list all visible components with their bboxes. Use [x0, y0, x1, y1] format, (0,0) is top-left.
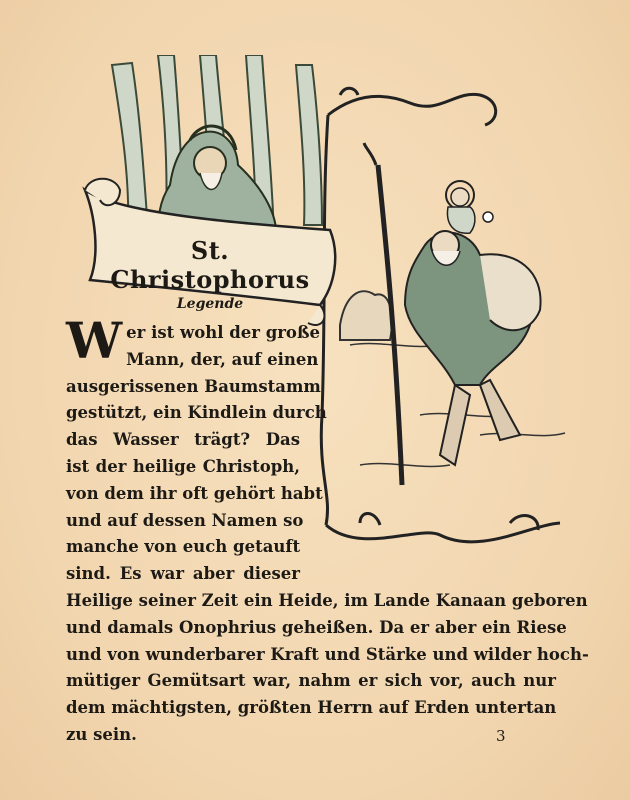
text-line-14: mütiger Gemütsart war, nahm er sich vor, auch nur	[66, 671, 556, 691]
text-line-12: und damals Onophrius geheißen. Da er aber ein Riese	[66, 617, 567, 637]
text-line-11: Heilige seiner Zeit ein Heide, im Lande Kanaan geboren	[66, 590, 588, 610]
text-line-3: ausgerissenen Baumstamm	[66, 376, 321, 396]
text-line-5: das Wasser trägt? Das	[66, 430, 300, 450]
page-title: St. Christophorus	[110, 236, 310, 294]
title-banner	[95, 228, 325, 312]
text-line-4: gestützt, ein Kindlein durch	[66, 403, 327, 423]
christ-child-figure	[446, 181, 493, 233]
first-line-text: er ist wohl der große	[126, 323, 320, 342]
text-line-2: Mann, der, auf einen	[126, 349, 319, 369]
text-line-8: und auf dessen Namen so	[66, 510, 304, 530]
text-line-7: von dem ihr oft gehört habt	[66, 483, 323, 503]
text-line-16: zu sein.	[66, 724, 137, 744]
text-line-10: sind. Es war aber dieser	[66, 564, 300, 584]
text-line-6: ist der heilige Christoph,	[66, 456, 300, 476]
text-line-15: dem mächtigsten, größten Herrn auf Erden untertan	[66, 698, 557, 718]
page-subtitle: Legende	[176, 296, 244, 312]
page-number: 3	[496, 727, 506, 745]
text-line-13: und von wunderbarer Kraft und Stärke und wilder hoch-	[66, 644, 589, 664]
legend-text	[66, 311, 589, 749]
drop-cap: W	[66, 311, 123, 370]
text-line-9: manche von euch getauft	[66, 537, 301, 557]
